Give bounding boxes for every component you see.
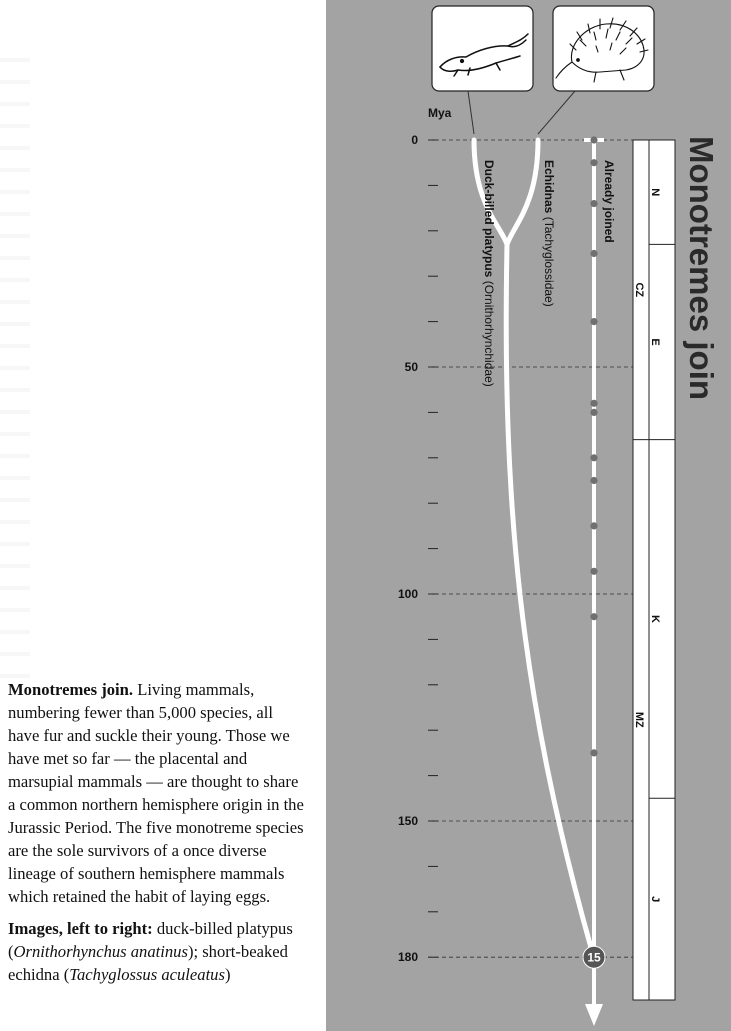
images-lead: Images, left to right: (8, 919, 153, 938)
platypus-name: Duck-billed platypus (482, 160, 496, 278)
caption (8, 678, 308, 995)
lineage-label-platypus (482, 160, 496, 387)
axis-tick-label: 50 (404, 360, 418, 374)
page-title: Monotremes join (683, 136, 720, 401)
axis-tick-label: 150 (397, 814, 418, 828)
join-event-dot (590, 613, 597, 620)
joined-lineage (583, 136, 605, 1026)
echidnas-name: Echidnas (542, 160, 556, 214)
axis-tick-label: 100 (397, 587, 418, 601)
img2-latin: Tachyglossus aculeatus (69, 965, 225, 984)
img1-common: duck-billed platypus ( (8, 919, 293, 961)
axis-tick-label: 0 (411, 133, 418, 147)
join-event-dot (590, 136, 597, 143)
geologic-timescale (633, 140, 675, 1000)
axis-unit-label: Mya (428, 106, 452, 120)
join-event-dot (590, 409, 597, 416)
time-axis (398, 106, 660, 964)
join-event-dot (590, 568, 597, 575)
callout-line-echidna (538, 91, 575, 134)
era-label: CZ (633, 282, 645, 298)
caption-lead: Monotremes join. (8, 680, 134, 699)
caption-body: Living mammals, numbering fewer than 5,000 species, all have fur and suckle their young. Those we have met so far — the placental and marsupial mammals — are thought to share a common northern hemisphere origin in the Jurassic Period. The five monotreme species are the sole survivors of a once diverse lineage of southern hemisphere mammals which retained the habit of laying eggs. (8, 680, 304, 906)
join-event-dot (590, 159, 597, 166)
images-paragraph (8, 917, 308, 986)
join-event-dot (590, 250, 597, 257)
join-event-dot (590, 400, 597, 407)
period-label: J (649, 896, 661, 903)
stem-monotremes (506, 244, 592, 951)
period-label: N (649, 188, 661, 197)
image-box-echidna (553, 6, 654, 91)
period-label: K (649, 614, 661, 623)
branch-echidnas (507, 140, 538, 244)
join-event-dot (590, 749, 597, 756)
join-event-dot (590, 522, 597, 529)
arrow-head (585, 1004, 603, 1026)
period-label: E (649, 338, 661, 346)
img1-close: ); short-beaked echidna ( (8, 942, 288, 984)
join-event-dot (590, 318, 597, 325)
img1-latin: Ornithorhynchus anatinus (13, 942, 188, 961)
lineage-label-echidnas (542, 160, 556, 307)
callout-line-platypus (468, 91, 474, 134)
join-event-dot (590, 477, 597, 484)
join-event-dot (590, 200, 597, 207)
node-label: 15 (587, 950, 601, 965)
echidnas-family: (Tachyglossidae) (542, 213, 556, 307)
joined-label: Already joined (602, 160, 616, 243)
join-event-dot (590, 454, 597, 461)
img2-close: ) (224, 965, 231, 984)
image-box-platypus (432, 6, 533, 91)
caption-paragraph (8, 678, 308, 908)
axis-tick-label: 180 (397, 950, 418, 965)
timescale-column (633, 140, 675, 1000)
era-label: MZ (633, 711, 645, 728)
platypus-family: (Ornithorhynchidae) (482, 277, 496, 387)
